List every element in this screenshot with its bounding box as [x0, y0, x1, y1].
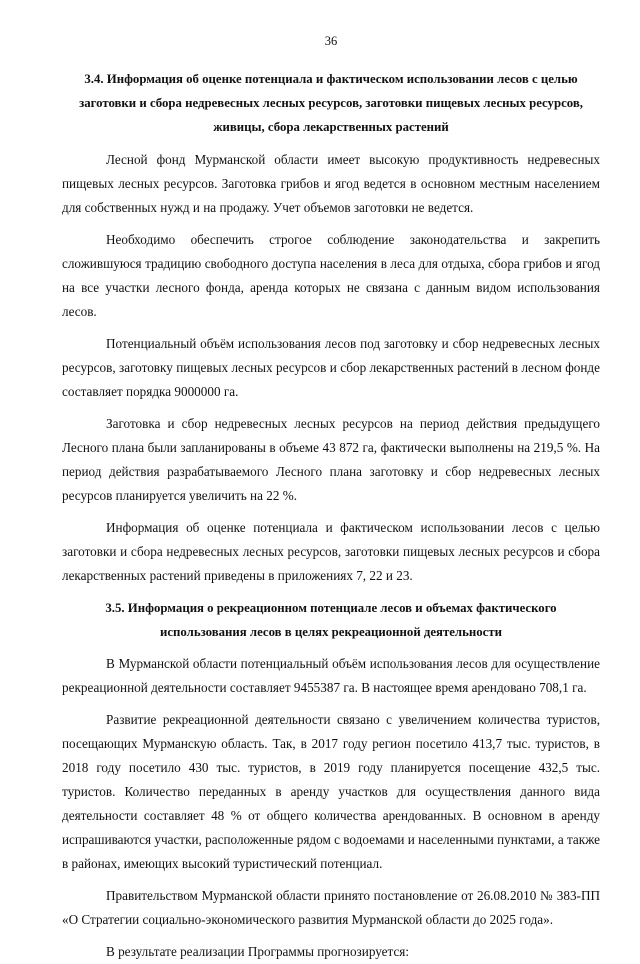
- section-3-5-paragraph-2: Развитие рекреационной деятельности связано с увеличением количества туристов, посещающих Мурманскую область. Так, в 2017 году регион посетило 413,7 тыс. туристов, в 2018 году посетило 430 тыс. туристов, в 2019 году планируется посещение 432,5 тыс. туристов. Количество переданных в аренду участков для осуществления данного вида деятельности составляет 48 % от общего количества арендованных. В основном в аренду испрашиваются участки, расположенные рядом с водоемами и населенными пунктами, а также в районах, имеющих высокий туристический потенциал.: [62, 712, 600, 871]
- section-3-4-heading: 3.4. Информация об оценке потенциала и фактическом использовании лесов с целью заготовки и сбора недревесных лесных ресурсов, заготовки пищевых лесных ресурсов, живицы, сбора лекарственных растений: [79, 72, 583, 134]
- section-3-4-paragraph-2: Необходимо обеспечить строгое соблюдение законодательства и закрепить сложившуюся традицию свободного доступа населения в леса для отдыха, сбора грибов и ягод на все участки лесного фонда, аренда которых не связана с данным видом использования лесов.: [62, 232, 600, 319]
- page-number: 36: [324, 34, 338, 48]
- section-3-4-paragraph-4: Заготовка и сбор недревесных лесных ресурсов на период действия предыдущего Лесного плана были запланированы в объеме 43 872 га, фактически выполнены на 219,5 %. На период действия разрабатываемого Лесного плана заготовку и сбор недревесных лесных ресурсов планируется увеличить на 22 %.: [62, 416, 600, 503]
- section-3-4-paragraph-1: Лесной фонд Мурманской области имеет высокую продуктивность недревесных пищевых лесных ресурсов. Заготовка грибов и ягод ведется в основном местным населением для собственных нужд и на продажу. Учет объемов заготовки не ведется.: [62, 152, 600, 215]
- section-3-5-paragraph-3: Правительством Мурманской области принято постановление от 26.08.2010 № 383-ПП «О Стратегии социально-экономического развития Мурманской области до 2025 года».: [62, 888, 600, 927]
- section-3-5-paragraph-1: В Мурманской области потенциальный объём использования лесов для осуществление рекреационной деятельности составляет 9455387 га. В настоящее время арендовано 708,1 га.: [62, 656, 600, 695]
- section-3-4-paragraph-3: Потенциальный объём использования лесов под заготовку и сбор недревесных лесных ресурсов, заготовку пищевых лесных ресурсов и сбор лекарственных растений в лесном фонде составляет порядка 9000000 га.: [62, 336, 600, 399]
- section-3-5-heading: 3.5. Информация о рекреационном потенциале лесов и объемах фактического использования лесов в целях рекреационной деятельности: [105, 601, 557, 639]
- section-3-4-paragraph-5: Информация об оценке потенциала и фактическом использовании лесов с целью заготовки и сбора недревесных лесных ресурсов, заготовки пищевых лесных ресурсов и сбора лекарственных растений приведены в приложениях 7, 22 и 23.: [62, 520, 600, 583]
- section-3-5-paragraph-4: В результате реализации Программы прогнозируется:: [106, 944, 410, 959]
